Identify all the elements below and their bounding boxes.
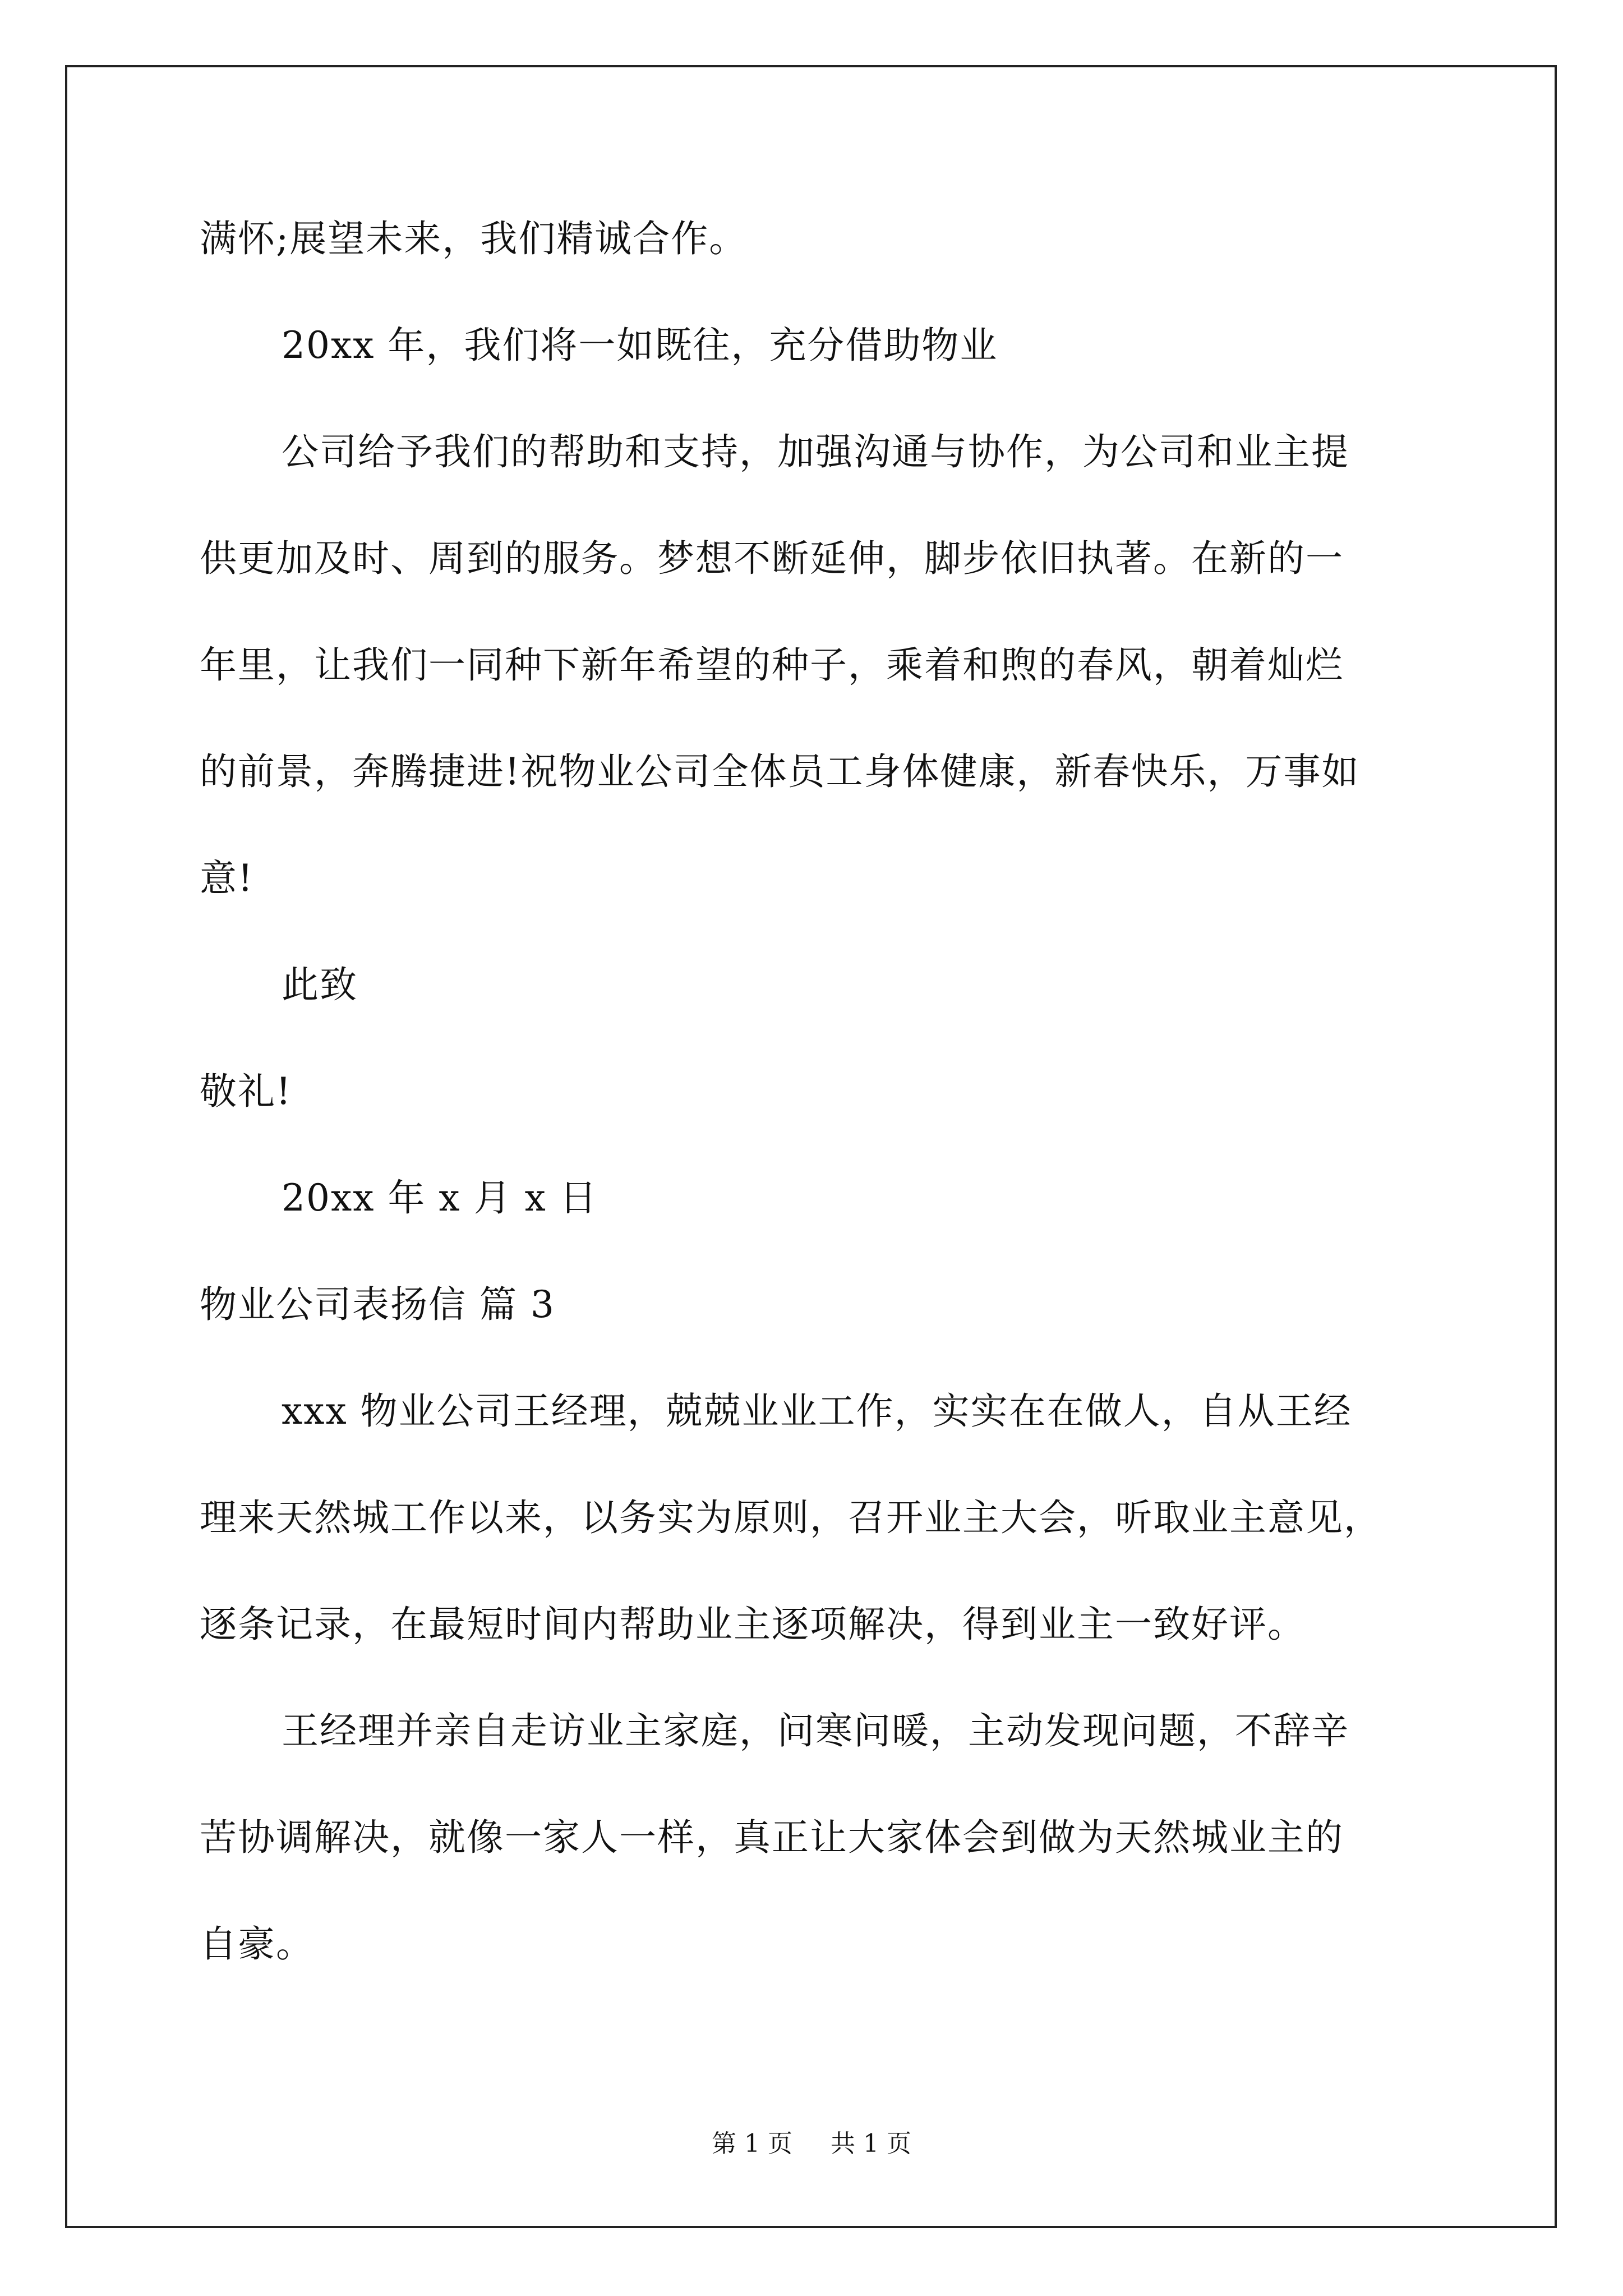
paragraph-line: 王经理并亲自走访业主家庭，问寒问暖，主动发现问题，不辞辛 (282, 1709, 1349, 1752)
text-line: 满怀;展望未来，我们精诚合作。 (200, 217, 748, 260)
text-line: 的前景，奔腾捷进!祝物业公司全体员工身体健康，新春快乐，万事如 (200, 750, 1360, 793)
page-frame (65, 65, 1557, 2228)
salutation-line: 此致 (282, 963, 358, 1006)
text-line: 年里，让我们一同种下新年希望的种子，乘着和煦的春风，朝着灿烂 (200, 643, 1344, 687)
page-footer (0, 2127, 1623, 2161)
paragraph-line: 公司给予我们的帮助和支持，加强沟通与协作，为公司和业主提 (282, 430, 1349, 473)
text-line: 自豪。 (200, 1922, 314, 1966)
page-number: 第 1 页 (712, 2129, 792, 2158)
closing-line: 敬礼! (200, 1070, 292, 1113)
total-pages: 共 1 页 (831, 2129, 911, 2158)
text-line: 逐条记录，在最短时间内帮助业主逐项解决，得到业主一致好评。 (200, 1603, 1306, 1646)
date-line: 20xx 年 x 月 x 日 (282, 1176, 598, 1220)
text-line: 供更加及时、周到的服务。梦想不断延伸，脚步依旧执著。在新的一 (200, 537, 1344, 580)
section-heading: 物业公司表扬信 篇 3 (200, 1283, 555, 1326)
text-line: 苦协调解决，就像一家人一样，真正让大家体会到做为天然城业主的 (200, 1816, 1344, 1859)
text-line: 意! (200, 857, 254, 900)
text-line: 理来天然城工作以来，以务实为原则，召开业主大会，听取业主意见， (200, 1496, 1382, 1539)
paragraph-line: 20xx 年，我们将一如既往，充分借助物业 (282, 324, 998, 367)
paragraph-line: xxx 物业公司王经理，兢兢业业工作，实实在在做人，自从王经 (282, 1389, 1352, 1433)
